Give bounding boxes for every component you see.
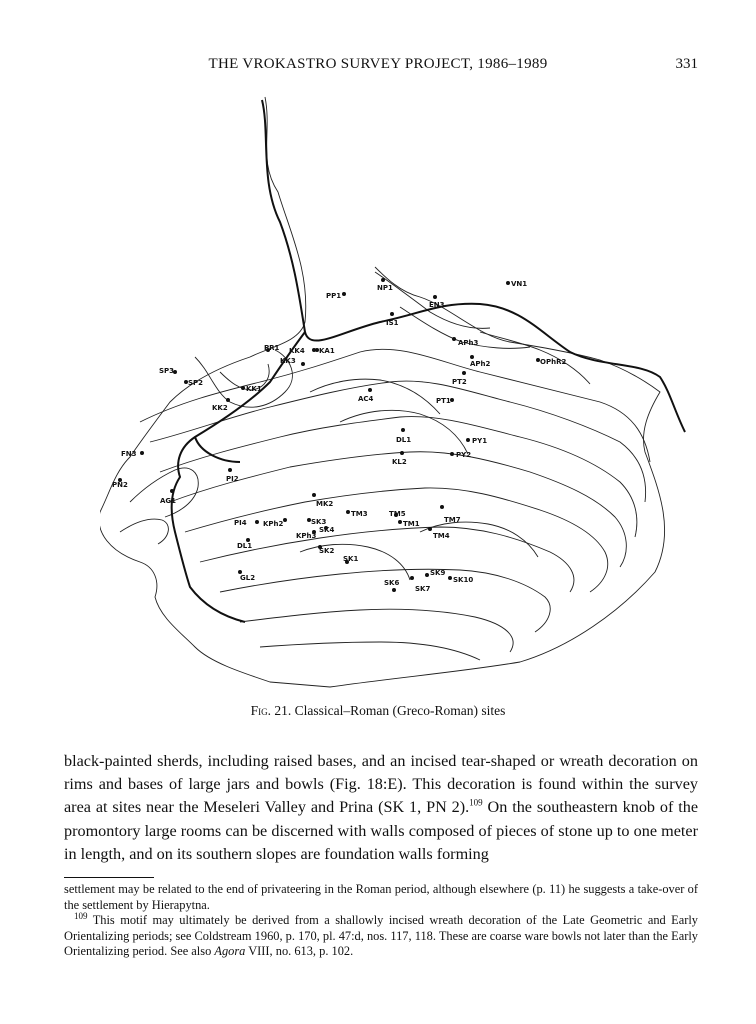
footnotes [64,882,698,960]
footnote-rule [64,877,154,878]
site-markers [112,278,566,593]
site-label: SK6 [384,579,400,587]
figure-caption-label: Fig. 21. [250,703,292,718]
site-label: KK4 [289,347,305,355]
footnote-agora: Agora [214,944,246,959]
site-label: PY2 [456,451,472,459]
map-svg [100,92,690,692]
footnote-number: 109 [74,911,88,922]
site-label: PI2 [226,475,239,483]
site-label: NP1 [377,284,393,292]
figure-caption-text: Classical–Roman (Greco-Roman) sites [291,703,506,718]
body-text [64,750,698,866]
footnote-continued: settlement may be related to the end of privateering in the Roman period, although elsewhere (p. 11) he suggests a take-over of the settlement by Hierapytna. [64,882,698,912]
site-label: TM1 [403,520,420,528]
site-label: MK2 [316,500,334,508]
body-paragraph-text: black-painted sherds, including raised bases, and an incised tear-shaped or wreath decoration on rims and bases of large jars and bowls (Fig. 18:E). This decoration is found within the survey area at sites near the Meseleri Valley and Prina (SK 1, PN 2). [64,752,698,817]
site-label: SK10 [453,576,474,584]
page-number: 331 [675,56,698,72]
site-label: AG1 [160,497,177,505]
site-label: APh3 [458,339,479,347]
footnote-text: This motif may ultimately be derived from a shallowly incised wreath decoration of the Late Geometric and Early Orientalizing periods; see Coldstream 1960, p. 170, pl. 47:d, nos. 117, 118. These are coarse ware bowls not later than the Early Orientalizing period. See also [64,913,698,959]
site-label: DL1 [396,436,412,444]
body-paragraph [64,750,698,866]
site-label: IS1 [386,319,399,327]
site-label: APh2 [470,360,491,368]
site-label: PT1 [436,397,451,405]
site-label: FN3 [121,450,137,458]
site-label: SK3 [311,518,327,526]
site-label: KK2 [212,404,228,412]
site-label: TM7 [444,516,461,524]
body-paragraph-continued: On the southeastern knob of the promontory large rooms can be discerned with walls composed of pieces of stone up to one meter in length, and on its southern slopes are foundation walls forming [64,798,699,863]
site-label: SK2 [319,547,335,555]
site-label: SK7 [415,585,431,593]
site-label: PT2 [452,378,467,386]
topographic-map [100,92,690,692]
site-label: PP1 [326,292,342,300]
figure-caption [0,703,756,719]
site-label: KK3 [280,357,296,365]
site-label: KPh3 [296,532,317,540]
footnote-text-end: VIII, no. 613, p. 102. [245,944,354,959]
footnote-109 [64,913,698,960]
site-label: PI4 [234,519,247,527]
site-label: OPhR2 [540,358,567,366]
site-label: KK1 [246,385,262,393]
site-label: KA1 [319,347,335,355]
page-header [0,56,756,80]
site-label: SP2 [188,379,204,387]
running-head: THE VROKASTRO SURVEY PROJECT, 1986–1989 [208,56,548,72]
site-label: TM3 [351,510,368,518]
site-label: SK1 [343,555,359,563]
site-label: SK4 [319,526,335,534]
site-label: SP3 [159,367,175,375]
site-label: PR1 [264,344,280,352]
site-label: PN2 [112,481,128,489]
site-label: KPh2 [263,520,284,528]
site-label: AC4 [358,395,374,403]
site-label: EN3 [429,301,445,309]
site-label: PY1 [472,437,488,445]
site-label: GL2 [240,574,256,582]
site-label: TM4 [433,532,450,540]
site-label: TM5 [389,510,406,518]
footnote-ref: 109 [469,798,483,809]
site-label: SK9 [430,569,446,577]
site-label: DL1 [237,542,253,550]
contour-lines [100,97,665,687]
site-label: KL2 [392,458,407,466]
site-label: VN1 [511,280,528,288]
